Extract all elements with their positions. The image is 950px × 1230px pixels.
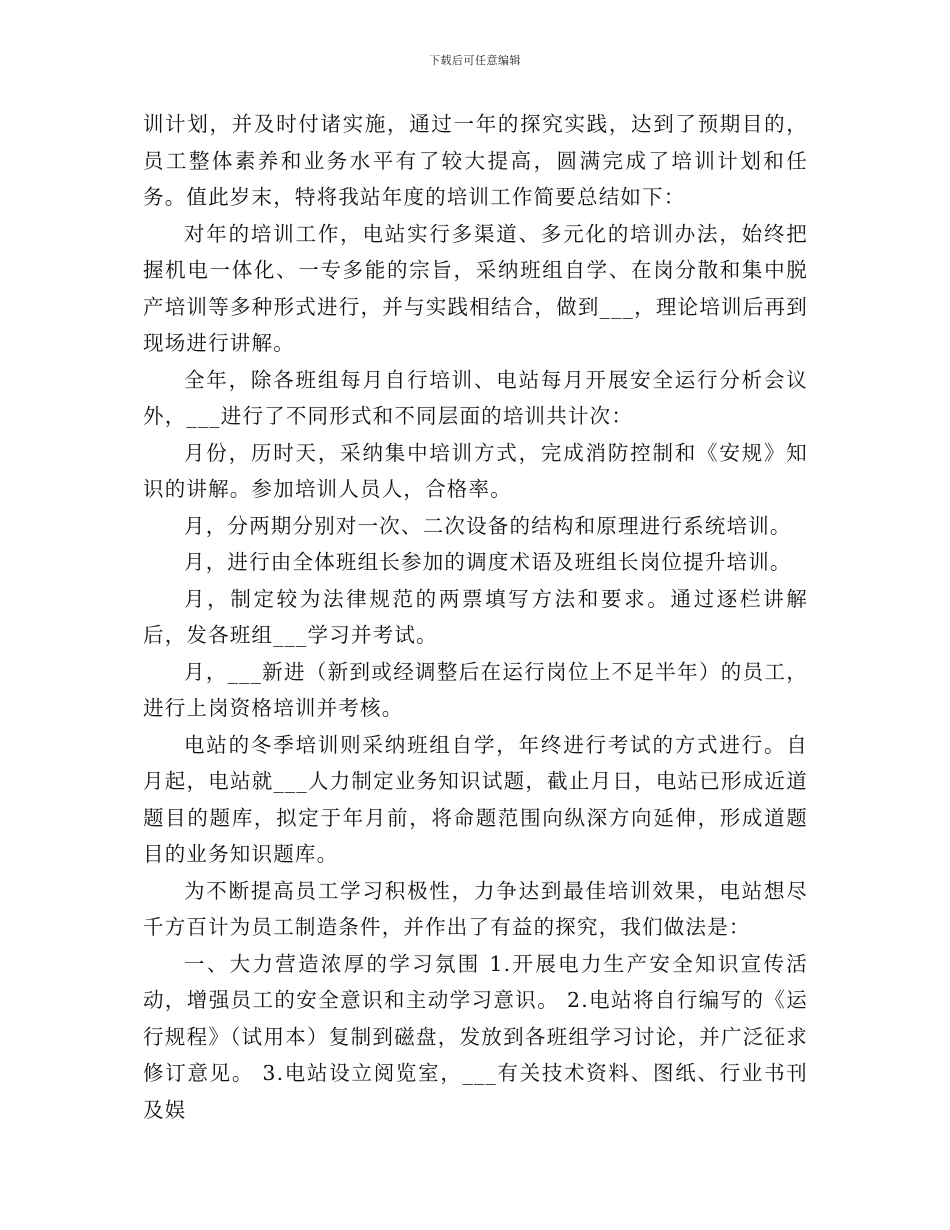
page-header-note: 下载后可任意编辑: [429, 54, 521, 67]
paragraph-3: 全年，除各班组每月自行培训、电站每月开展安全运行分析会议外，___进行了不同形式和不同层面的培训共计次：: [143, 367, 808, 428]
paragraph-4: 月份，历时天，采纳集中培训方式，完成消防控制和《安规》知识的讲解。参加培训人员人，合格率。: [143, 440, 808, 501]
paragraph-8: 月，___新进（新到或经调整后在运行岗位上不足半年）的员工，进行上岗资格培训并考核。: [143, 659, 808, 720]
paragraph-9: 电站的冬季培训则采纳班组自学，年终进行考试的方式进行。自月起，电站就___人力制定业务知识试题，截止月日，电站已形成近道题目的题库，拟定于年月前，将命题范围向纵深方向延伸，形成道题目的业务知识题库。: [143, 732, 808, 866]
paragraph-6: 月，进行由全体班组长参加的调度术语及班组长岗位提升培训。: [184, 550, 792, 574]
paragraph-11: 一、大力营造浓厚的学习氛围 1.开展电力生产安全知识宣传活动，增强员工的安全意识和主动学习意识。 2.电站将自行编写的《运行规程》（试用本）复制到磁盘，发放到各班组学习讨论，并广泛征求修订意见。 3.电站设立阅览室，___有关技术资料、图纸、行业书刊及娱: [143, 951, 808, 1122]
paragraph-5: 月，分两期分别对一次、二次设备的结构和原理进行系统培训。: [184, 513, 792, 538]
paragraph-10: 为不断提高员工学习积极性，力争达到最佳培训效果，电站想尽千方百计为员工制造条件，并作出了有益的探究，我们做法是：: [143, 878, 808, 939]
paragraph-2: 对年的培训工作，电站实行多渠道、多元化的培训办法，始终把握机电一体化、一专多能的宗旨，采纳班组自学、在岗分散和集中脱产培训等多种形式进行，并与实践相结合，做到___，理论培训后再到现场进行讲解。: [143, 221, 808, 355]
paragraph-1: 训计划，并及时付诸实施，通过一年的探究实践，达到了预期目的，员工整体素养和业务水平有了较大提高，圆满完成了培训计划和任务。值此岁末，特将我站年度的培训工作简要总结如下：: [143, 112, 808, 209]
paragraph-7: 月，制定较为法律规范的两票填写方法和要求。通过逐栏讲解后，发各班组___学习并考试。: [143, 586, 808, 647]
document-body: [143, 106, 808, 1128]
